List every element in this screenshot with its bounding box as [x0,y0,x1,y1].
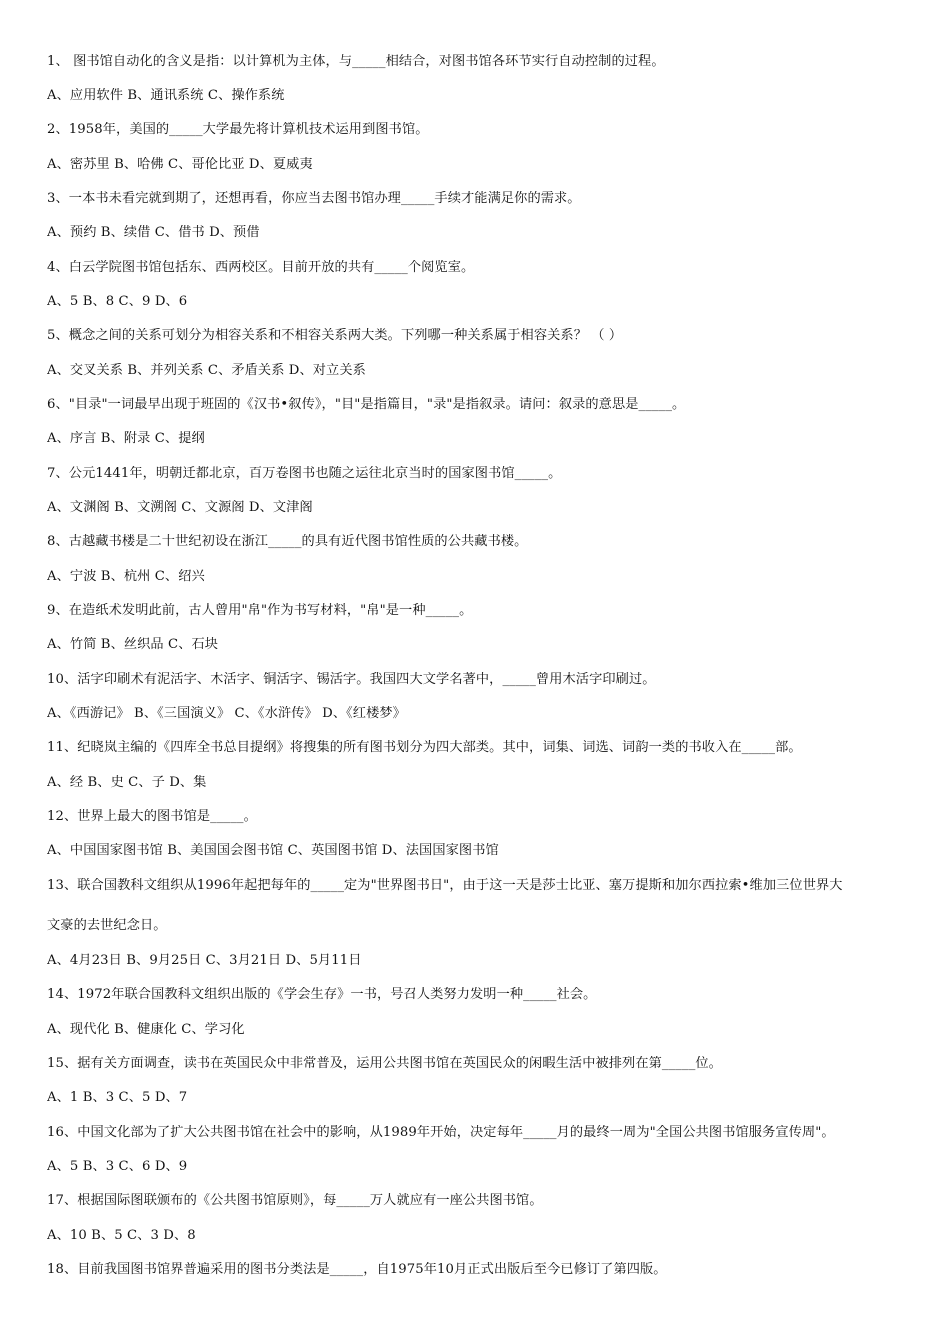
question-17: 17、根据国际图联颁布的《公共图书馆原则》，每_____万人就应有一座公共图书馆。 [47,1193,543,1208]
question-12: 12、世界上最大的图书馆是_____。 [47,809,257,824]
options-6: A、序言 B、附录 C、提纲 [47,431,205,446]
options-3: A、预约 B、续借 C、借书 D、预借 [47,225,260,240]
options-16: A、5 B、3 C、6 D、9 [47,1159,188,1174]
question-14: 14、1972年联合国教科文组织出版的《学会生存》一书，号召人类努力发明一种_____社会。 [47,987,597,1002]
question-8: 8、古越藏书楼是二十世纪初设在浙江_____的具有近代图书馆性质的公共藏书楼。 [47,534,528,549]
question-11: 11、纪晓岚主编的《四库全书总目提纲》将搜集的所有图书划分为四大部类。其中，词集、词选、词韵一类的书收入在_____部。 [47,740,802,755]
question-15: 15、据有关方面调查，读书在英国民众中非常普及，运用公共图书馆在英国民众的闲暇生活中被排列在第_____位。 [47,1056,722,1071]
options-4: A、5 B、8 C、9 D、6 [47,294,188,309]
question-4: 4、白云学院图书馆包括东、西两校区。目前开放的共有_____个阅览室。 [47,260,475,275]
question-18: 18、目前我国图书馆界普遍采用的图书分类法是_____，自1975年10月正式出版后至今已修订了第四版。 [47,1262,667,1277]
question-6: 6、"目录"一词最早出现于班固的《汉书•叙传》，"目"是指篇目，"录"是指叙录。请问：叙录的意思是_____。 [47,397,686,412]
options-10: A、《西游记》 B、《三国演义》 C、《水浒传》 D、《红楼梦》 [47,706,406,721]
question-3: 3、一本书未看完就到期了，还想再看，你应当去图书馆办理_____手续才能满足你的需求。 [47,191,581,206]
options-17: A、10 B、5 C、3 D、8 [47,1228,196,1243]
options-15: A、1 B、3 C、5 D、7 [47,1090,188,1105]
options-9: A、竹简 B、丝织品 C、石块 [47,637,219,652]
options-8: A、宁波 B、杭州 C、绍兴 [47,569,205,584]
question-10: 10、活字印刷术有泥活字、木活字、铜活字、锡活字。我国四大文学名著中，_____曾用木活字印刷过。 [47,672,656,687]
question-16: 16、中国文化部为了扩大公共图书馆在社会中的影响，从1989年开始，决定每年_____月的最终一周为"全国公共图书馆服务宣传周"。 [47,1125,835,1140]
question-1: 1、 图书馆自动化的含义是指：以计算机为主体，与_____相结合，对图书馆各环节实行自动控制的过程。 [47,54,665,69]
options-14: A、现代化 B、健康化 C、学习化 [47,1022,245,1037]
question-13: 13、联合国教科文组织从1996年起把每年的_____定为"世界图书日"，由于这一天是莎士比亚、塞万提斯和加尔西拉索•维加三位世界大 [47,878,843,893]
question-2: 2、1958年，美国的_____大学最先将计算机技术运用到图书馆。 [47,122,429,137]
options-5: A、交叉关系 B、并列关系 C、矛盾关系 D、对立关系 [47,363,366,378]
question-5: 5、概念之间的关系可划分为相容关系和不相容关系两大类。下列哪一种关系属于相容关系？ （ ） [47,328,623,343]
options-7: A、文渊阁 B、文溯阁 C、文源阁 D、文津阁 [47,500,313,515]
question-13-cont: 文豪的去世纪念日。 [47,918,167,933]
question-7: 7、公元1441年，明朝迁都北京，百万卷图书也随之运往北京当时的国家图书馆_____。 [47,466,562,481]
options-1: A、应用软件 B、通讯系统 C、操作系统 [47,88,285,103]
options-12: A、中国国家图书馆 B、美国国会图书馆 C、英国图书馆 D、法国国家图书馆 [47,843,499,858]
question-9: 9、在造纸术发明此前，古人曾用"帛"作为书写材料，"帛"是一种_____。 [47,603,473,618]
options-13: A、4月23日 B、9月25日 C、3月21日 D、5月11日 [47,953,362,968]
options-2: A、密苏里 B、哈佛 C、哥伦比亚 D、夏威夷 [47,157,313,172]
options-11: A、经 B、史 C、子 D、集 [47,775,207,790]
